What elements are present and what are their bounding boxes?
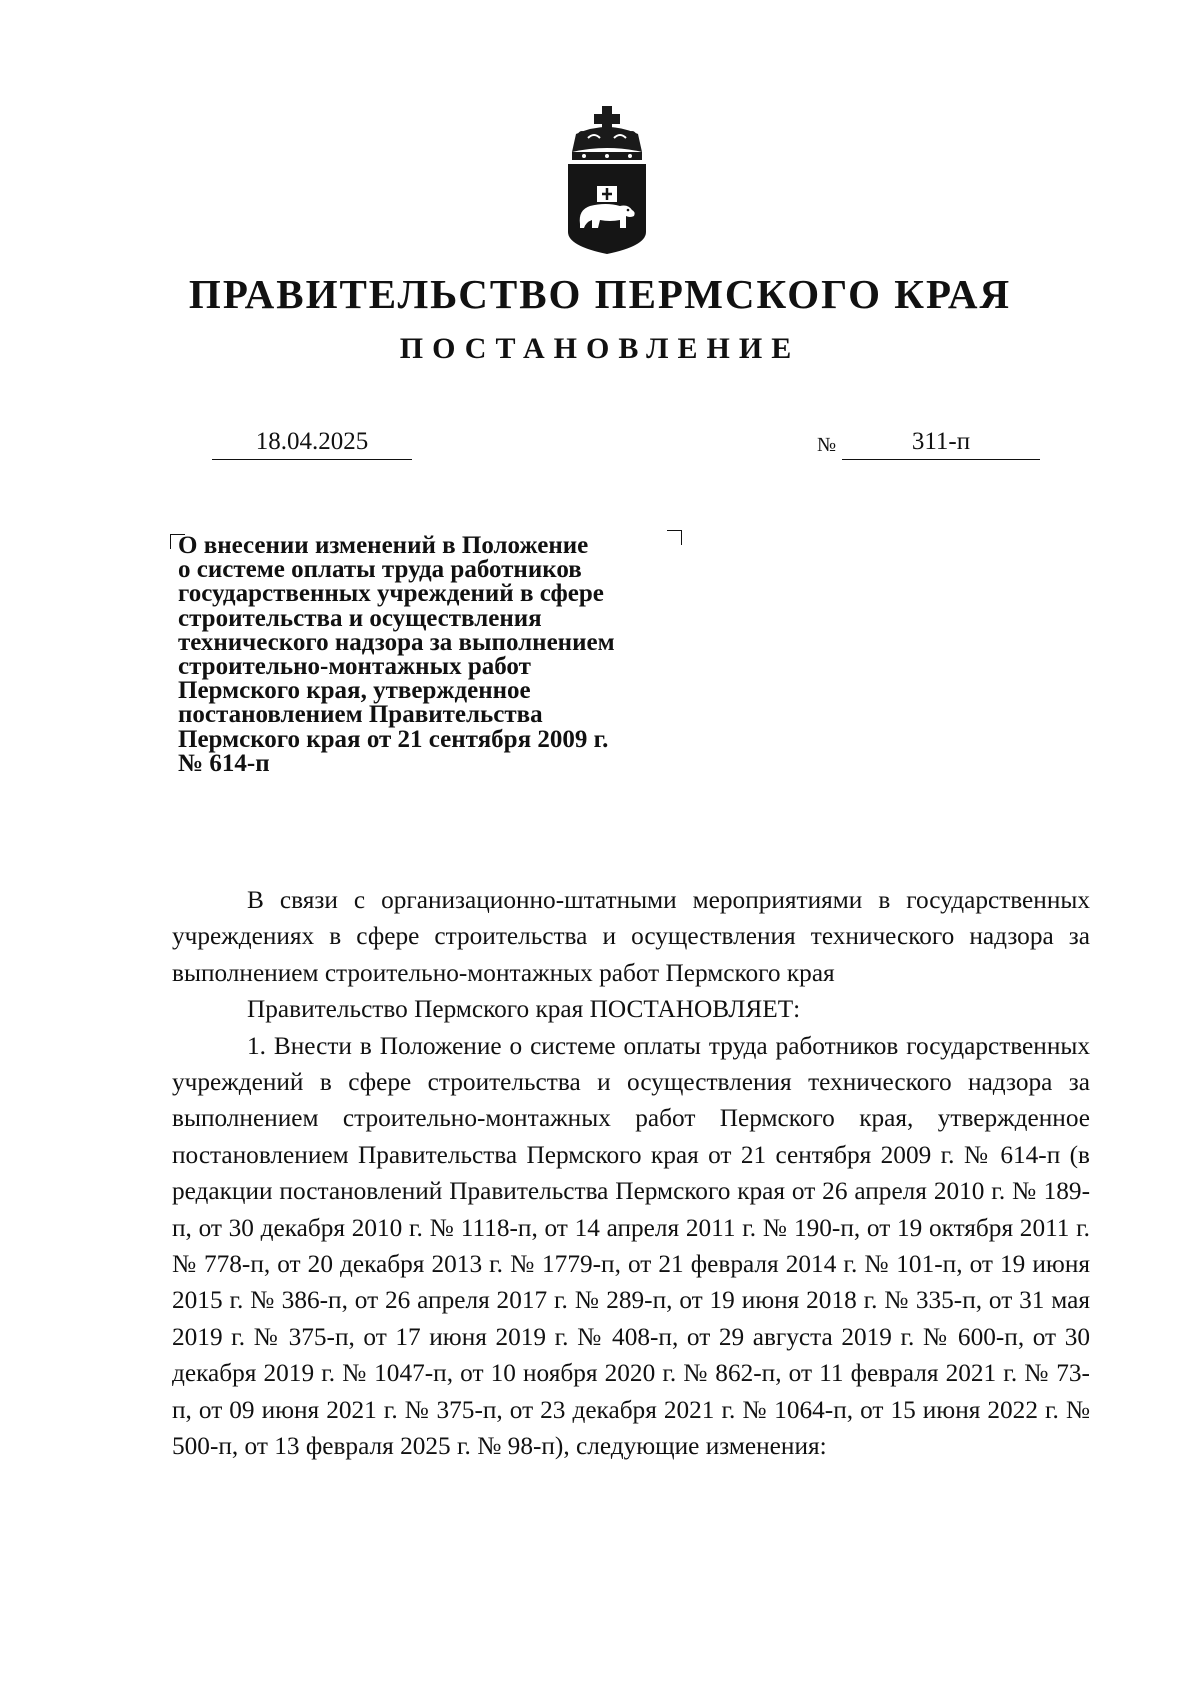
document-type: ПОСТАНОВЛЕНИЕ [399,332,801,365]
subject-line: о системе оплаты труда работников [178,556,582,584]
body-paragraph: Правительство Пермского края ПОСТАНОВЛЯЕТ: [247,995,801,1024]
number-label: № [817,434,837,456]
subject-line: строительства и осуществления [178,604,542,632]
document-body [172,882,1090,1465]
perm-krai-coat-of-arms-icon [562,104,652,254]
document-date [212,425,412,460]
subject-line: О внесении изменений в Положение [178,532,589,559]
body-paragraph: 1. Внести в Положение о системе оплаты труда работников государственных учреждений в сфере строительства и осуществления технического надзора за выполнением строительно-монтажных работ Пермского края, утвержденное постановлением Правительства Пермского края от 21 сентября 2009 г. № 614-п (в редакции постановлений Правительства Пермского края от 26 апреля 2010 г. № 189-п, от 30 декабря 2010 г. № 1118-п, от 14 апреля 2011 г. № 190-п, от 19 октября 2011 г. № 778-п, от 20 декабря 2013 г. № 1779-п, от 21 февраля 2014 г. № 101-п, от 19 июня 2015 г. № 386-п, от 26 апреля 2017 г. № 289-п, от 19 июня 2018 г. № 335-п, от 31 мая 2019 г. № 375-п, от 17 июня 2019 г. № 408-п, от 29 августа 2019 г. № 600-п, от 30 декабря 2019 г. № 1047-п, от 10 ноября 2020 г. № 862-п, от 11 февраля 2021 г. № 73-п, от 09 июня 2021 г. № 375-п, от 23 декабря 2021 г. № 1064-п, от 15 июня 2022 г. № 500-п, от 13 февраля 2025 г. № 98-п), следующие изменения: [172,1031,1090,1461]
subject-line: Пермского края, утвержденное [178,677,531,705]
subject-line: Пермского края от 21 сентября 2009 г. [178,725,609,753]
subject-line: № 614-п [178,749,270,777]
subject-line: технического надзора за выполнением [178,628,615,656]
subject-line: государственных учреждений в сфере [178,580,604,608]
government-title: ПРАВИТЕЛЬСТВО ПЕРМСКОГО КРАЯ [188,271,1012,317]
subject-line: строительно-монтажных работ [178,653,531,681]
document-number [842,425,1040,460]
subject-line: постановлением Правительства [178,701,543,729]
document-date-value: 18.04.2025 [255,428,369,455]
document-subject [178,534,718,776]
body-paragraph: В связи с организационно-штатными мероприятиями в государственных учреждениях в сфере строительства и осуществления технического надзора за выполнением строительно-монтажных работ Пермского края [172,886,1090,987]
document-number-value: 311-п [911,428,971,455]
